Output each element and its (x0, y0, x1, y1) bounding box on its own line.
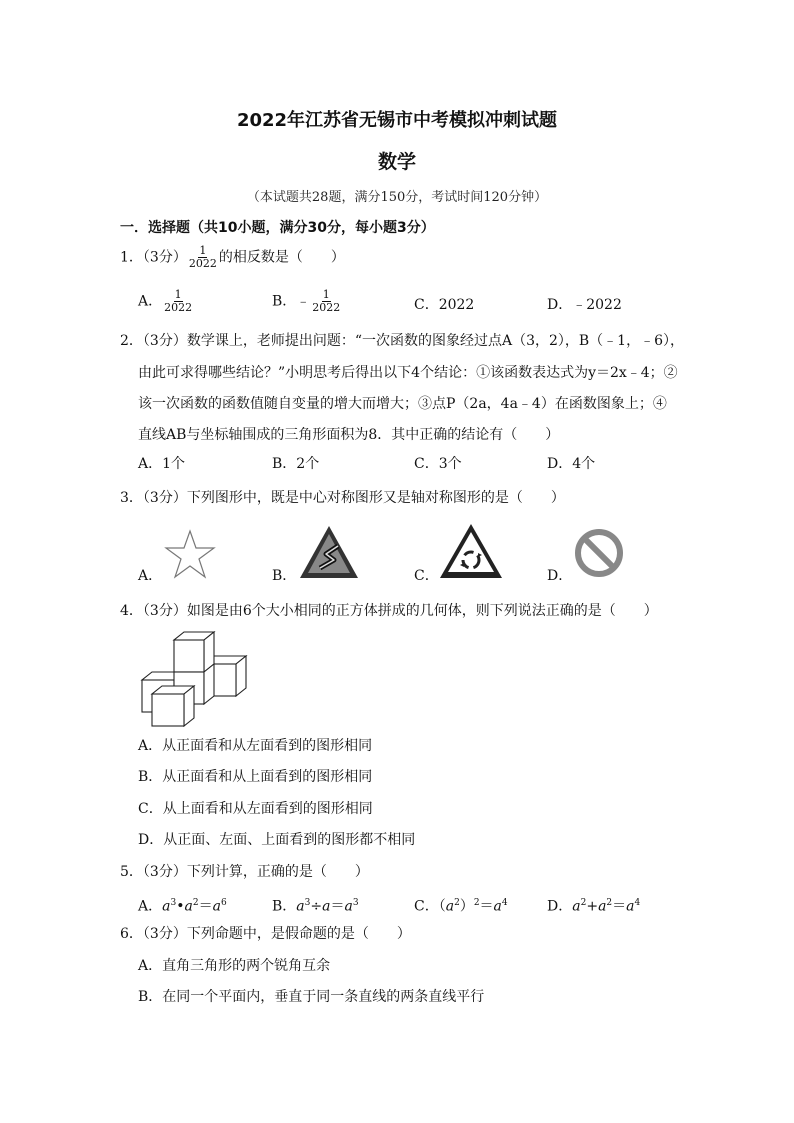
prohibition-sign-icon (574, 528, 624, 578)
question-4: 4．（3分）如图是由6个大小相同的正方体拼成的几何体，则下列说法正确的是（ ） (120, 603, 658, 619)
q2-option-c[interactable]: C．3个 (414, 456, 462, 472)
star-icon (164, 528, 216, 580)
q2-line-3: 该一次函数的函数值随自变量的增大而增大；③点P（2a，4a﹣4）在函数图象上；④ (138, 396, 667, 412)
q2-line-1: 2．（3分）数学课上，老师提出问题：“一次函数的图象经过点A（3，2），B（﹣1，﹣6）， (120, 333, 684, 349)
q1-prefix: 1．（3分） (120, 249, 187, 266)
section-heading: 一．选择题（共10小题，满分30分，每小题3分） (120, 220, 435, 236)
q4-option-c[interactable]: C．从上面看和从左面看到的图形相同 (138, 801, 373, 817)
q3-option-c[interactable]: C． (414, 568, 439, 584)
q2-option-b[interactable]: B．2个 (272, 456, 320, 472)
roundabout-sign-icon (438, 522, 504, 580)
question-6: 6．（3分）下列命题中，是假命题的是（ ） (120, 926, 411, 942)
cube-assembly-figure (138, 630, 250, 728)
q5-option-a[interactable]: A．$a^3•a^2=a^6$ (138, 898, 227, 915)
q3-option-b[interactable]: B． (272, 568, 297, 584)
q1-suffix: 的相反数是（ ） (218, 249, 345, 266)
q4-option-b[interactable]: B．从正面看和从上面看到的图形相同 (138, 769, 373, 785)
q2-line-2: 由此可求得哪些结论？”小明思考后得出以下4个结论：①该函数表达式为y＝2x﹣4；② (138, 365, 678, 381)
winding-road-sign-icon (298, 524, 360, 580)
q4-option-d[interactable]: D．从正面、左面、上面看到的图形都不相同 (138, 832, 416, 848)
q5-option-b[interactable]: B．$a^3\div a=a^3$ (272, 898, 359, 915)
question-5: 5．（3分）下列计算，正确的是（ ） (120, 864, 369, 880)
q2-option-a[interactable]: A．1个 (138, 456, 186, 472)
exam-info: （本试题共28题，满分150分，考试时间120分钟） (246, 190, 548, 205)
q6-option-b[interactable]: B．在同一个平面内，垂直于同一条直线的两条直线平行 (138, 989, 485, 1005)
q5-option-d[interactable]: D．$a^2+a^2=a^4$ (547, 898, 641, 915)
q1-option-a[interactable]: A． $\frac{1}{2022}$ (138, 288, 193, 314)
q2-line-4: 直线AB与坐标轴围成的三角形面积为8．其中正确的结论有（ ） (138, 427, 560, 443)
q1-option-b[interactable]: B．﹣ $\frac{1}{2022}$ (272, 288, 341, 314)
q1-option-c[interactable]: C．2022 (414, 297, 475, 313)
question-3: 3．（3分）下列图形中，既是中心对称图形又是轴对称图形的是（ ） (120, 490, 565, 506)
page-title: 2022年江苏省无锡市中考模拟冲刺试题 (236, 110, 558, 131)
q3-option-a[interactable]: A． (138, 568, 163, 584)
q1-option-d[interactable]: D．﹣2022 (547, 297, 622, 313)
q3-option-d[interactable]: D． (547, 568, 573, 584)
subject-title: 数学 (377, 151, 416, 173)
q1-fraction: $\frac{1}{2022}$ (188, 244, 217, 270)
q6-option-a[interactable]: A．直角三角形的两个锐角互余 (138, 958, 331, 974)
q4-option-a[interactable]: A．从正面看和从左面看到的图形相同 (138, 738, 373, 754)
q5-option-c[interactable]: C．$(a^2)^2=a^4$ (414, 898, 508, 915)
q2-option-d[interactable]: D．4个 (547, 456, 596, 472)
question-1 (120, 245, 345, 270)
